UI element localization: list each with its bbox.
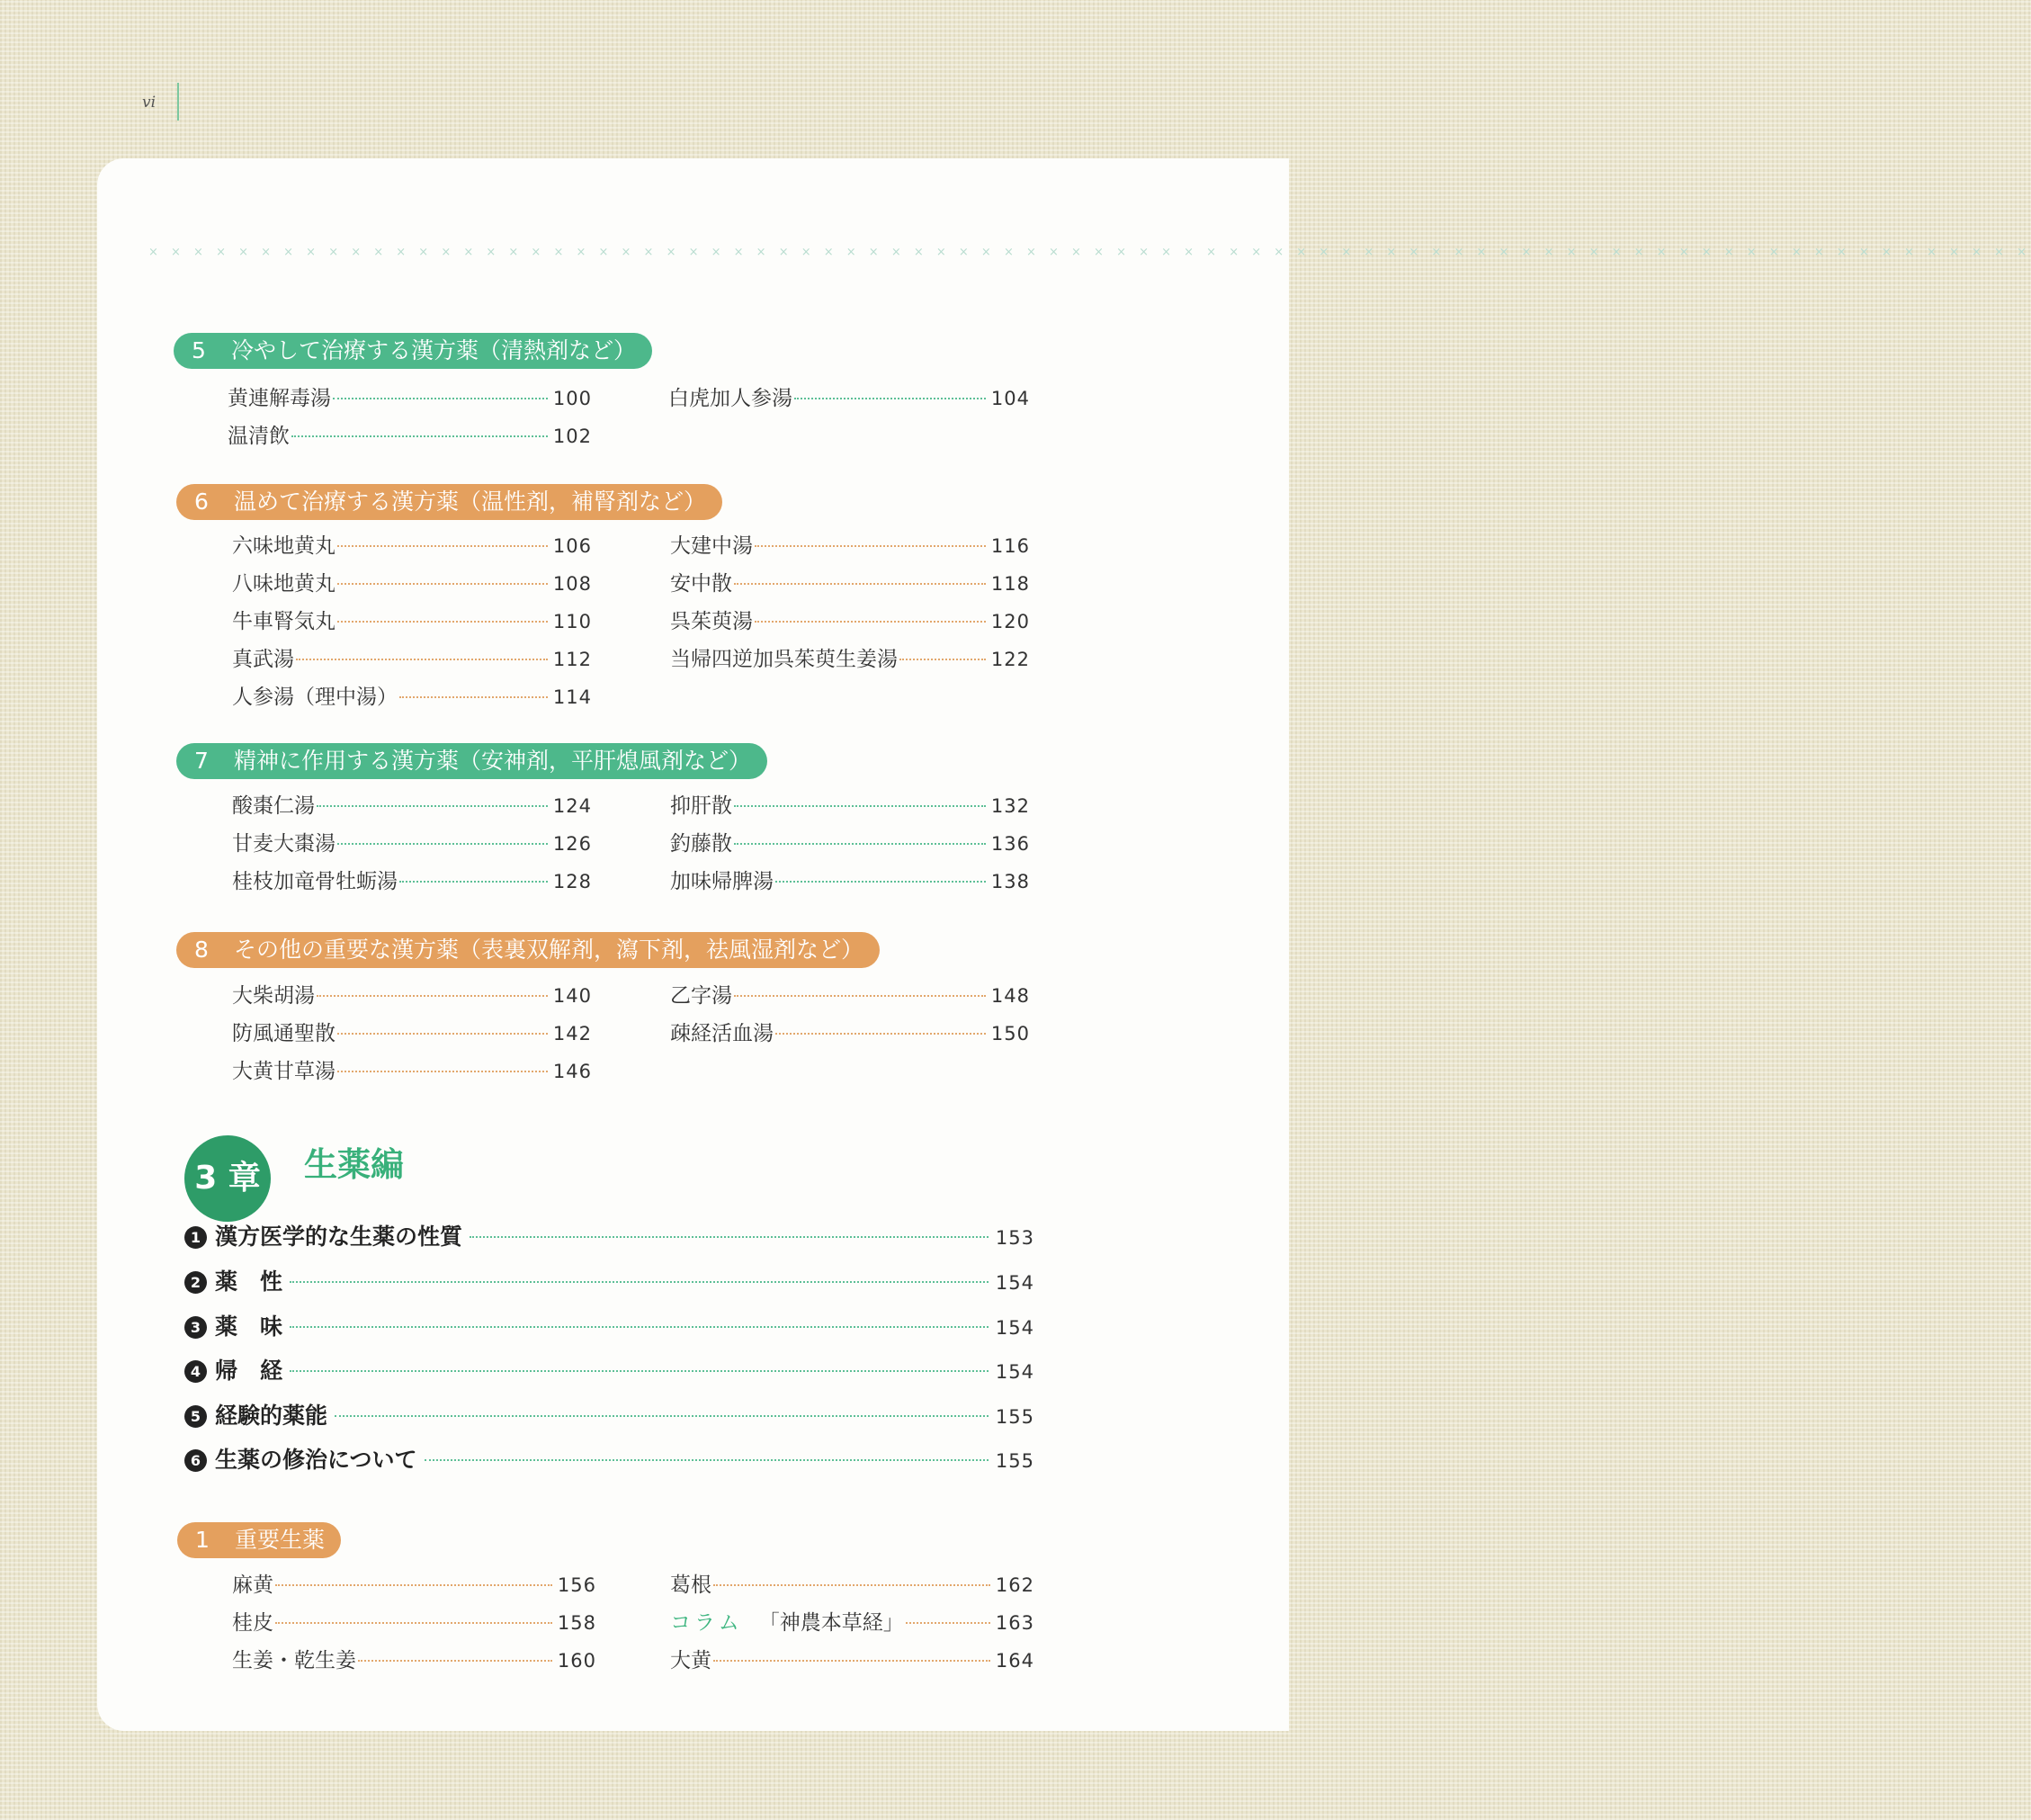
- section-title: 温めて治療する漢方薬（温性剤，補腎剤など）: [234, 489, 707, 515]
- entry-title: 釣藤散: [670, 832, 732, 856]
- toc-entry[interactable]: [670, 1644, 1034, 1674]
- toc-entry[interactable]: [232, 529, 592, 560]
- number-badge: 5: [184, 1405, 207, 1428]
- entry-title: 八味地黄丸: [232, 572, 336, 596]
- section-header-5: [174, 333, 652, 369]
- toc-entry[interactable]: [232, 789, 592, 820]
- toc-entry[interactable]: [670, 827, 1030, 857]
- entry-page: 108: [552, 573, 592, 595]
- leader-dots: [337, 583, 548, 585]
- leader-dots: [337, 621, 548, 623]
- toc-entry[interactable]: [670, 529, 1030, 560]
- section-title: 冷やして治療する漢方薬（清熱剤など）: [231, 337, 637, 363]
- entry-page: 100: [552, 388, 592, 409]
- entry-page: 138: [990, 871, 1030, 892]
- entry-page: 128: [552, 871, 592, 892]
- chapter-toc-entry[interactable]: [184, 1398, 1034, 1432]
- toc-entry[interactable]: [232, 865, 592, 895]
- entry-title: 乙字湯: [670, 984, 732, 1008]
- entry-title: 大建中湯: [670, 534, 753, 558]
- toc-entry[interactable]: [232, 605, 592, 635]
- entry-page: 112: [552, 649, 592, 670]
- entry-page: 148: [990, 985, 1030, 1007]
- leader-dots: [275, 1622, 552, 1624]
- toc-entry[interactable]: [232, 1054, 592, 1085]
- entry-title: 加味帰脾湯: [670, 870, 774, 893]
- entry-page: 153: [995, 1227, 1034, 1249]
- entry-page: 106: [552, 535, 592, 557]
- chapter-toc-entry[interactable]: [184, 1264, 1034, 1298]
- entry-title: 生薬の修治について: [215, 1447, 417, 1473]
- number-badge: 4: [184, 1360, 207, 1383]
- leader-dots: [899, 659, 986, 660]
- entry-page: 110: [552, 611, 592, 632]
- toc-entry[interactable]: [232, 567, 592, 597]
- section-title: 精神に作用する漢方薬（安神剤，平肝熄風剤など）: [234, 748, 752, 774]
- toc-entry[interactable]: [670, 979, 1030, 1009]
- page-folio: vi: [142, 94, 157, 112]
- leader-dots: [337, 1071, 548, 1072]
- entry-title: 温清飲: [228, 425, 290, 448]
- section-number: 1: [195, 1527, 210, 1553]
- entry-title: 麻黄: [232, 1573, 273, 1597]
- entry-title: 酸棗仁湯: [232, 794, 315, 818]
- entry-title: 大黄甘草湯: [232, 1060, 336, 1083]
- entry-page: 114: [552, 686, 592, 708]
- chapter-number-badge: 3 章: [184, 1135, 271, 1222]
- number-badge: 6: [184, 1449, 207, 1472]
- entry-title: 薬 味: [215, 1313, 283, 1340]
- number-badge: 3: [184, 1316, 207, 1339]
- entry-page: 116: [990, 535, 1030, 557]
- leader-dots: [713, 1584, 990, 1586]
- chapter-title: 生薬編: [304, 1145, 404, 1184]
- leader-dots: [734, 805, 986, 807]
- leader-dots: [734, 843, 986, 845]
- section-header-1: [177, 1522, 341, 1558]
- entry-page: 163: [995, 1612, 1034, 1634]
- toc-entry[interactable]: [670, 605, 1030, 635]
- section-header-7: [176, 743, 767, 779]
- entry-page: 102: [552, 426, 592, 447]
- toc-entry[interactable]: [232, 642, 592, 673]
- leader-dots: [290, 1326, 989, 1328]
- leader-dots: [337, 843, 548, 845]
- entry-title: 桂枝加竜骨牡蛎湯: [232, 870, 398, 893]
- entry-page: 150: [990, 1023, 1030, 1044]
- leader-dots: [290, 1281, 989, 1283]
- section-number: 5: [192, 337, 206, 363]
- entry-page: 104: [990, 388, 1030, 409]
- section-title: 重要生薬: [235, 1527, 326, 1553]
- entry-page: 118: [990, 573, 1030, 595]
- toc-entry[interactable]: [232, 1644, 596, 1674]
- section-number: 8: [194, 937, 209, 963]
- toc-entry[interactable]: [228, 419, 592, 450]
- folio-rule: [177, 83, 179, 121]
- leader-dots: [775, 881, 986, 883]
- entry-title: 経験的薬能: [215, 1403, 328, 1429]
- entry-page: 156: [557, 1574, 596, 1596]
- number-badge: 2: [184, 1271, 207, 1294]
- leader-dots: [755, 621, 986, 623]
- entry-title: 抑肝散: [670, 794, 732, 818]
- toc-entry[interactable]: [232, 1568, 596, 1599]
- entry-page: 162: [995, 1574, 1034, 1596]
- column-label: コラム: [670, 1611, 743, 1635]
- leader-dots: [275, 1584, 552, 1586]
- leader-dots: [335, 1415, 989, 1417]
- toc-entry[interactable]: [232, 680, 592, 711]
- leader-dots: [734, 583, 986, 585]
- entry-page: 124: [552, 795, 592, 817]
- cross-pattern-rule: × × × × × × × × × × × × × × × × × × × × × × × × × × × × × × × × × × × × × × × × × × × × × × × × × × × × × × × × × × × × × × × × × × × × × × × × × × × × × × × × × × × ×: [148, 246, 2031, 259]
- leader-dots: [317, 805, 548, 807]
- chapter-toc-entry[interactable]: [184, 1219, 1034, 1253]
- entry-page: 155: [995, 1406, 1034, 1428]
- entry-title: 葛根: [670, 1573, 711, 1597]
- toc-entry-column[interactable]: [670, 1606, 1034, 1636]
- entry-title: 六味地黄丸: [232, 534, 336, 558]
- entry-title: 桂皮: [232, 1611, 273, 1635]
- entry-page: 120: [990, 611, 1030, 632]
- chapter-toc-entry[interactable]: [184, 1442, 1034, 1476]
- entry-title: 牛車腎気丸: [232, 610, 336, 633]
- leader-dots: [337, 1033, 548, 1035]
- toc-entry[interactable]: [670, 1568, 1034, 1599]
- toc-entry[interactable]: [670, 567, 1030, 597]
- entry-title: 生姜・乾生姜: [232, 1649, 356, 1672]
- section-number: 6: [194, 489, 209, 515]
- entry-title: 大柴胡湯: [232, 984, 315, 1008]
- toc-entry[interactable]: [232, 1017, 592, 1047]
- toc-entry[interactable]: [232, 827, 592, 857]
- section-number: 7: [194, 748, 209, 774]
- number-badge: 1: [184, 1226, 207, 1249]
- toc-entry[interactable]: [670, 642, 1030, 673]
- entry-page: 155: [995, 1450, 1034, 1472]
- entry-page: 158: [557, 1612, 596, 1634]
- toc-entry[interactable]: [228, 381, 592, 412]
- entry-page: 142: [552, 1023, 592, 1044]
- leader-dots: [296, 659, 548, 660]
- entry-title: 当帰四逆加呉茱萸生姜湯: [670, 648, 898, 671]
- entry-page: 154: [995, 1361, 1034, 1383]
- leader-dots: [290, 1370, 989, 1372]
- toc-entry[interactable]: [232, 979, 592, 1009]
- entry-title: 真武湯: [232, 648, 294, 671]
- entry-page: 140: [552, 985, 592, 1007]
- entry-title: 大黄: [670, 1649, 711, 1672]
- leader-dots: [906, 1622, 990, 1624]
- section-header-8: [176, 932, 880, 968]
- entry-title: 安中散: [670, 572, 732, 596]
- toc-entry[interactable]: [670, 789, 1030, 820]
- entry-page: 154: [995, 1317, 1034, 1339]
- entry-title: 帰 経: [215, 1358, 283, 1384]
- entry-page: 160: [557, 1650, 596, 1672]
- entry-page: 136: [990, 833, 1030, 855]
- entry-title: 「神農本草経」: [758, 1611, 904, 1635]
- entry-title: 防風通聖散: [232, 1022, 336, 1045]
- entry-title: 漢方医学的な生薬の性質: [215, 1224, 463, 1250]
- toc-entry[interactable]: [668, 381, 1030, 412]
- entry-title: 人参湯（理中湯）: [232, 686, 398, 709]
- entry-title: 甘麦大棗湯: [232, 832, 336, 856]
- entry-page: 122: [990, 649, 1030, 670]
- leader-dots: [337, 545, 548, 547]
- entry-page: 164: [995, 1650, 1034, 1672]
- leader-dots: [713, 1660, 990, 1662]
- leader-dots: [425, 1459, 989, 1461]
- leader-dots: [775, 1033, 986, 1035]
- entry-title: 疎経活血湯: [670, 1022, 774, 1045]
- toc-entry[interactable]: [232, 1606, 596, 1636]
- leader-dots: [333, 398, 548, 399]
- leader-dots: [794, 398, 986, 399]
- leader-dots: [399, 696, 548, 698]
- leader-dots: [734, 995, 986, 997]
- entry-page: 126: [552, 833, 592, 855]
- entry-page: 132: [990, 795, 1030, 817]
- entry-page: 154: [995, 1272, 1034, 1294]
- leader-dots: [399, 881, 548, 883]
- section-title: その他の重要な漢方薬（表裏双解剤，瀉下剤，祛風湿剤など）: [234, 937, 864, 963]
- entry-title: 黄連解毒湯: [228, 387, 331, 410]
- leader-dots: [755, 545, 986, 547]
- chapter-toc-entry[interactable]: [184, 1353, 1034, 1387]
- leader-dots: [470, 1236, 989, 1238]
- toc-entry[interactable]: [670, 1017, 1030, 1047]
- chapter-toc-entry[interactable]: [184, 1309, 1034, 1343]
- leader-dots: [291, 435, 548, 437]
- entry-title: 呉茱萸湯: [670, 610, 753, 633]
- entry-title: 白虎加人参湯: [668, 387, 792, 410]
- entry-page: 146: [552, 1061, 592, 1082]
- toc-entry[interactable]: [670, 865, 1030, 895]
- leader-dots: [317, 995, 548, 997]
- section-header-6: [176, 484, 722, 520]
- leader-dots: [358, 1660, 552, 1662]
- entry-title: 薬 性: [215, 1269, 283, 1295]
